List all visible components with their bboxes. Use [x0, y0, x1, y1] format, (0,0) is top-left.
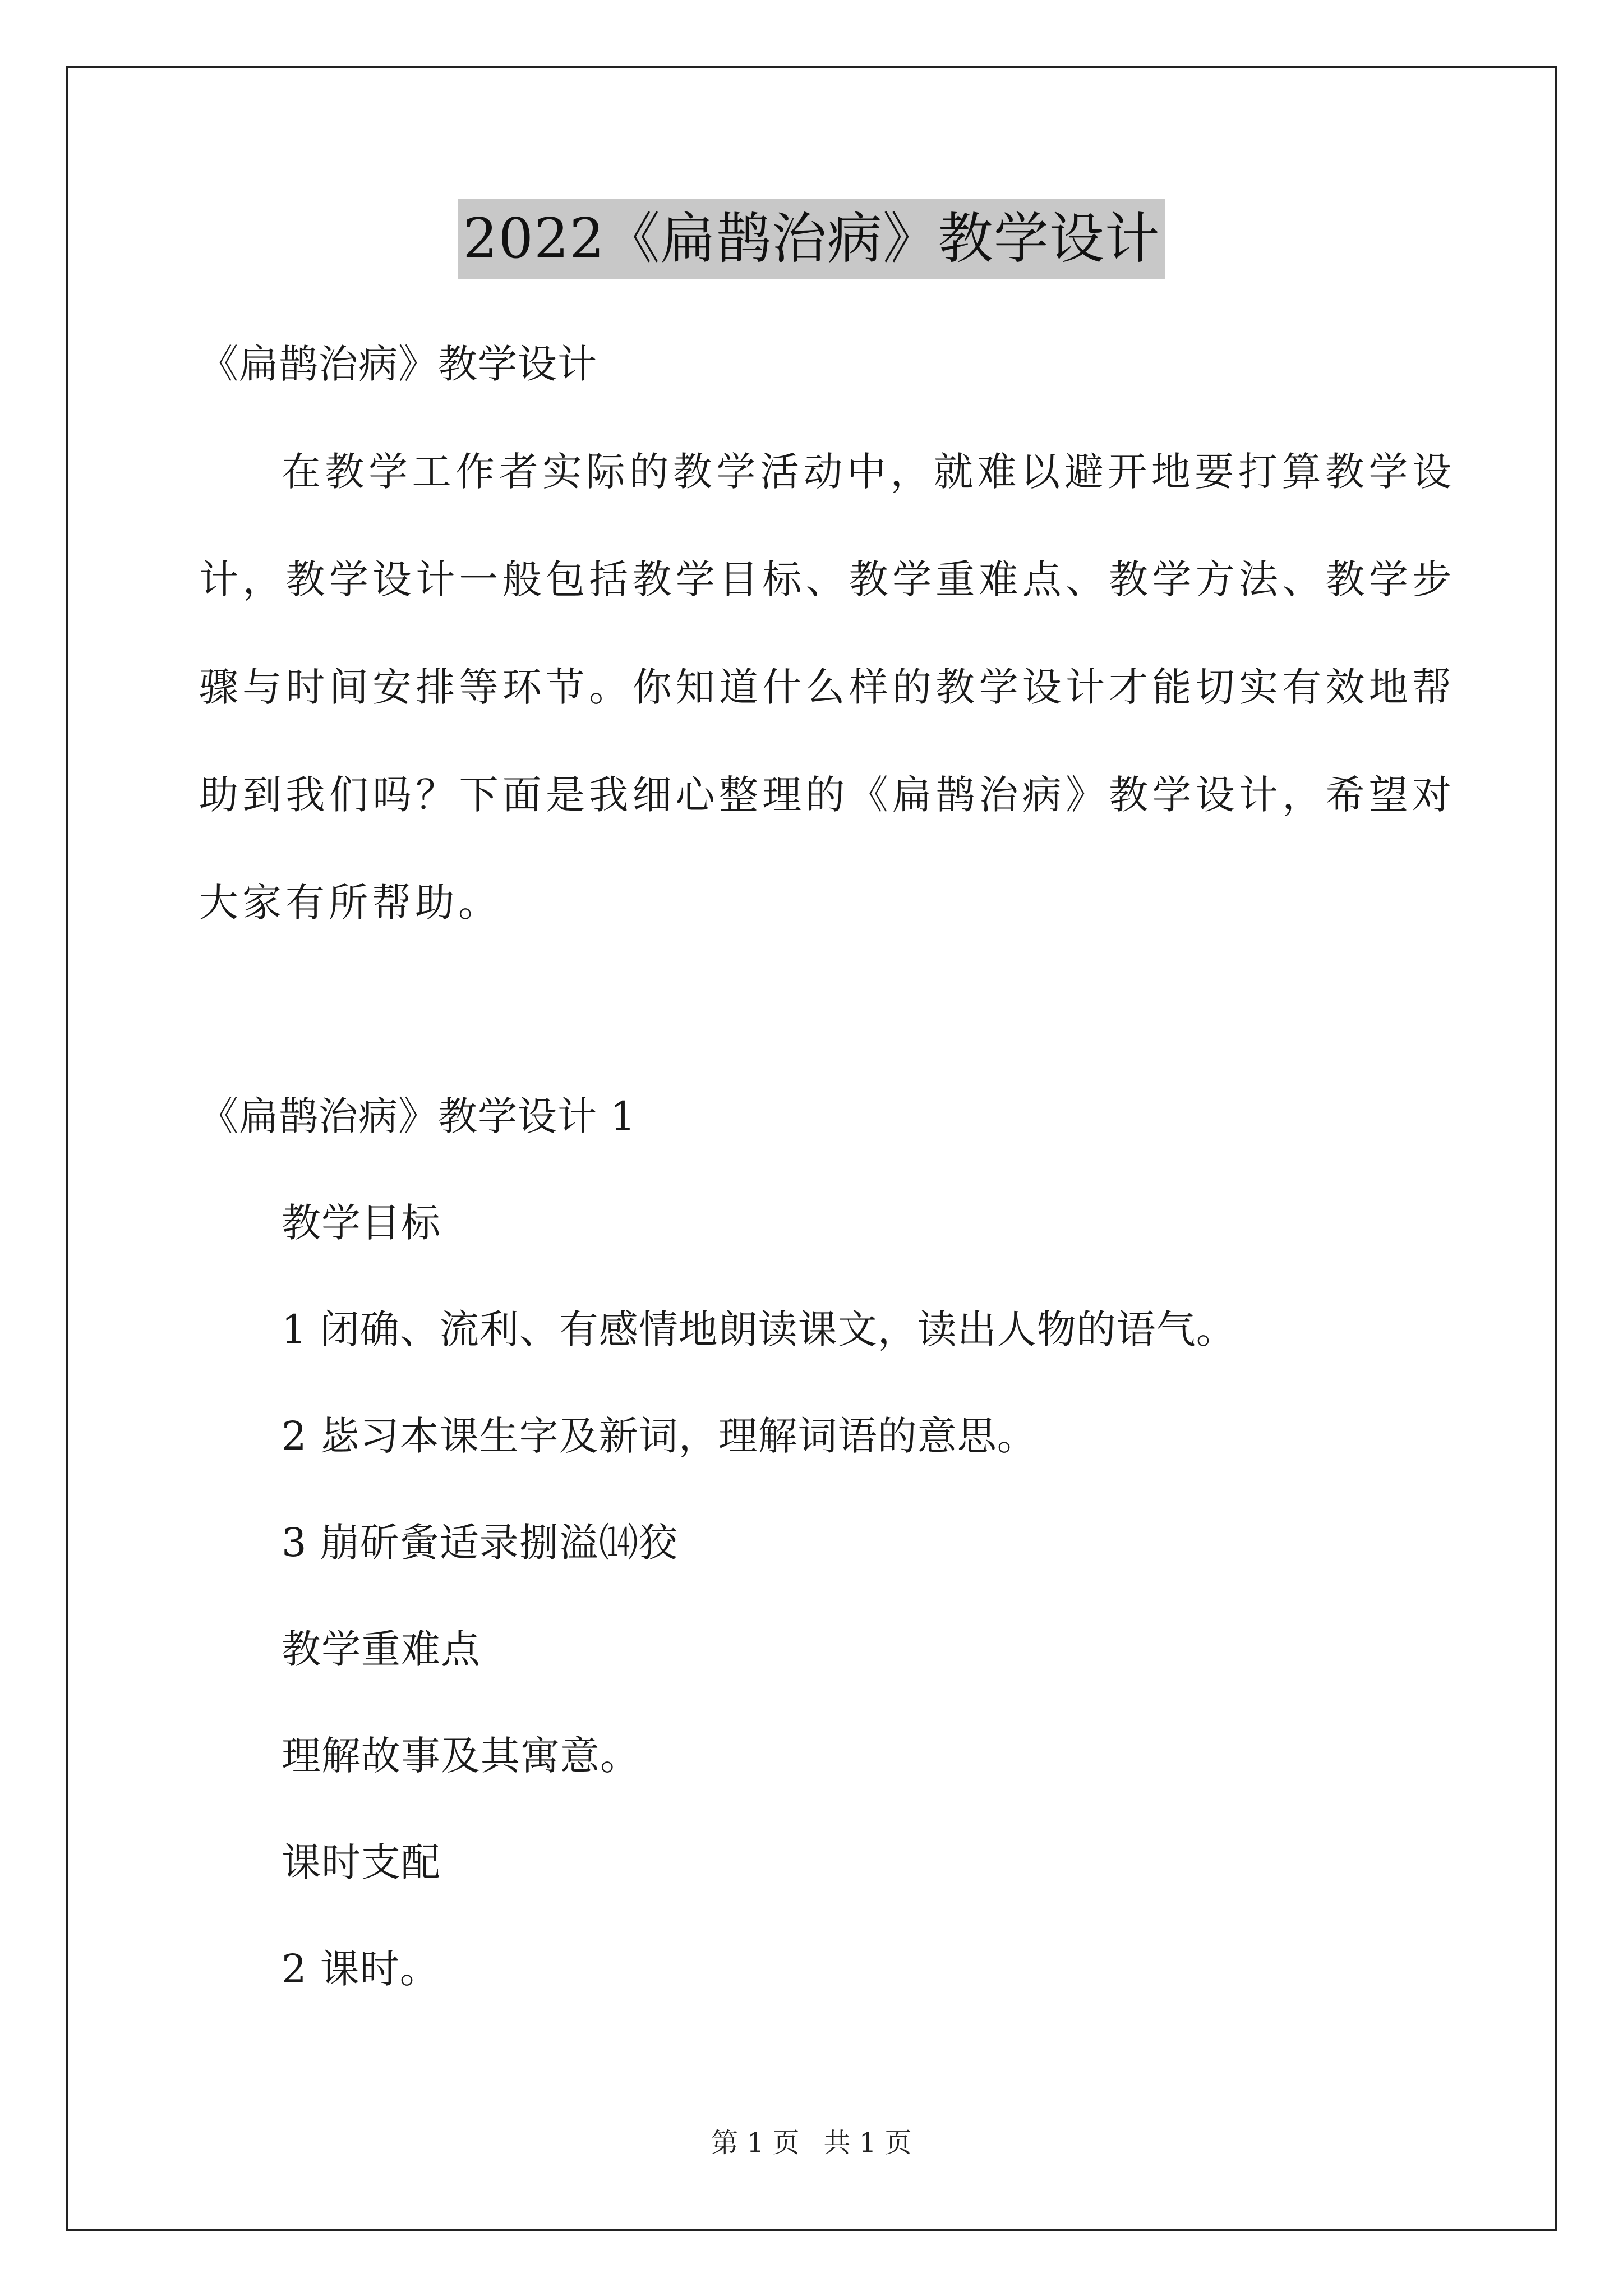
intro-paragraph: 在教学工作者实际的教学活动中，就难以避开地要打算教学设计，教学设计一般包括教学目标、教学重难点、教学方法、教学步骤与时间安排等环节。你知道什么样的教学设计才能切实有效地帮助到我们吗？下面是我细心整理的《扁鹊治病》教学设计，希望对大家有所帮助。 — [199, 449, 1455, 926]
key-point-text: 理解故事及其寓意。 — [282, 1733, 640, 1779]
document-body — [199, 337, 1455, 1996]
class-hours-text: 2 课时。 — [282, 1946, 440, 1992]
page-number: 第 1 页 — [711, 2127, 800, 2159]
heading-key-points: 教学重难点 — [282, 1626, 481, 1672]
page-total: 共 1 页 — [823, 2127, 912, 2159]
heading-class-hours: 课时支配 — [282, 1839, 441, 1885]
document-subtitle: 《扁鹊治病》教学设计 — [199, 341, 597, 387]
document-title: 2022《扁鹊治病》教学设计 — [458, 199, 1164, 279]
goal-item-1: 1 闭确、流利、有感情地朗读课文，读出人物的语气。 — [282, 1306, 1236, 1352]
goal-item-2: 2 毖习本课生字及新词，理解词语的意思。 — [282, 1413, 1037, 1459]
goal-item-3: 3 崩斫夤适录捌溢⒁狡 — [282, 1520, 679, 1566]
page-footer — [0, 2126, 1623, 2160]
title-wrap — [0, 199, 1623, 279]
section-heading: 《扁鹊治病》教学设计 1 — [199, 1093, 636, 1139]
heading-teaching-goals: 教学目标 — [282, 1200, 441, 1246]
